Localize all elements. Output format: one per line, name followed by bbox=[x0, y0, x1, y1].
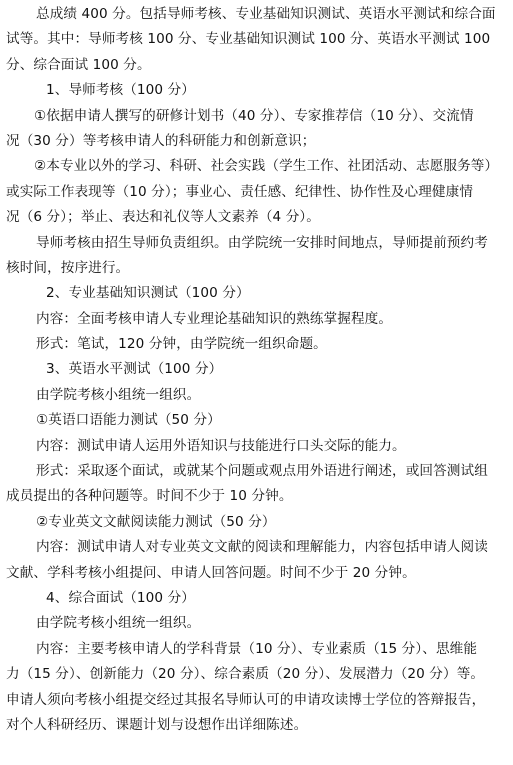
text-line: 力（15 分）、创新能力（20 分）、综合素质（20 分）、发展潜力（20 分）等。 bbox=[6, 666, 485, 683]
text-line: ②专业英文文献阅读能力测试（50 分） bbox=[36, 513, 276, 530]
text-line: 由学院考核小组统一组织。 bbox=[36, 386, 201, 403]
text-line: 况（6 分）；举止、表达和礼仪等人文素养（4 分）。 bbox=[6, 209, 321, 226]
section-heading: 4、综合面试（100 分） bbox=[46, 589, 195, 606]
text-line: 内容：测试申请人对专业英文文献的阅读和理解能力，内容包括申请人阅读 bbox=[36, 539, 488, 556]
text-line: 总成绩 400 分。包括导师考核、专业基础知识测试、英语水平测试和综合面 bbox=[36, 6, 496, 22]
text-line: 由学院考核小组统一组织。 bbox=[36, 615, 201, 632]
section-heading: 1、导师考核（100 分） bbox=[46, 82, 195, 99]
section-heading: 2、专业基础知识测试（100 分） bbox=[46, 285, 250, 302]
text-line: 分、综合面试 100 分。 bbox=[6, 56, 151, 73]
text-line: 内容：测试申请人运用外语知识与技能进行口头交际的能力。 bbox=[36, 437, 406, 454]
section-heading: 3、英语水平测试（100 分） bbox=[46, 361, 223, 378]
document-body bbox=[6, 2, 508, 738]
text-line: ①依据申请人撰写的研修计划书（40 分）、专家推荐信（10 分）、交流情 bbox=[34, 107, 474, 124]
text-line: 况（30 分）等考核申请人的科研能力和创新意识； bbox=[6, 132, 316, 149]
text-line: 试等。其中：导师考核 100 分、专业基础知识测试 100 分、英语水平测试 100 bbox=[6, 31, 491, 48]
text-line: 成员提出的各种问题等。时间不少于 10 分钟。 bbox=[6, 488, 293, 505]
text-line: 核时间，按序进行。 bbox=[6, 259, 130, 276]
text-line: 或实际工作表现等（10 分）；事业心、责任感、纪律性、协作性及心理健康情 bbox=[6, 183, 474, 200]
text-line: ①英语口语能力测试（50 分） bbox=[36, 412, 221, 429]
text-line: ②本专业以外的学习、科研、社会实践（学生工作、社团活动、志愿服务等） bbox=[34, 158, 499, 175]
text-line: 形式：笔试，120 分钟，由学院统一组织命题。 bbox=[36, 336, 327, 353]
text-line: 内容：全面考核申请人专业理论基础知识的熟练掌握程度。 bbox=[36, 310, 393, 327]
text-line: 形式：采取逐个面试，或就某个问题或观点用外语进行阐述，或回答测试组 bbox=[36, 463, 488, 480]
text-line: 内容：主要考核申请人的学科背景（10 分）、专业素质（15 分）、思维能 bbox=[36, 640, 478, 657]
text-line: 对个人科研经历、课题计划与设想作出详细陈述。 bbox=[6, 716, 308, 733]
text-line: 导师考核由招生导师负责组织。由学院统一安排时间地点，导师提前预约考 bbox=[36, 234, 488, 251]
text-line: 申请人须向考核小组提交经过其报名导师认可的申请攻读博士学位的答辩报告， bbox=[6, 691, 486, 708]
text-line: 文献、学科考核小组提问、申请人回答问题。时间不少于 20 分钟。 bbox=[6, 564, 416, 581]
